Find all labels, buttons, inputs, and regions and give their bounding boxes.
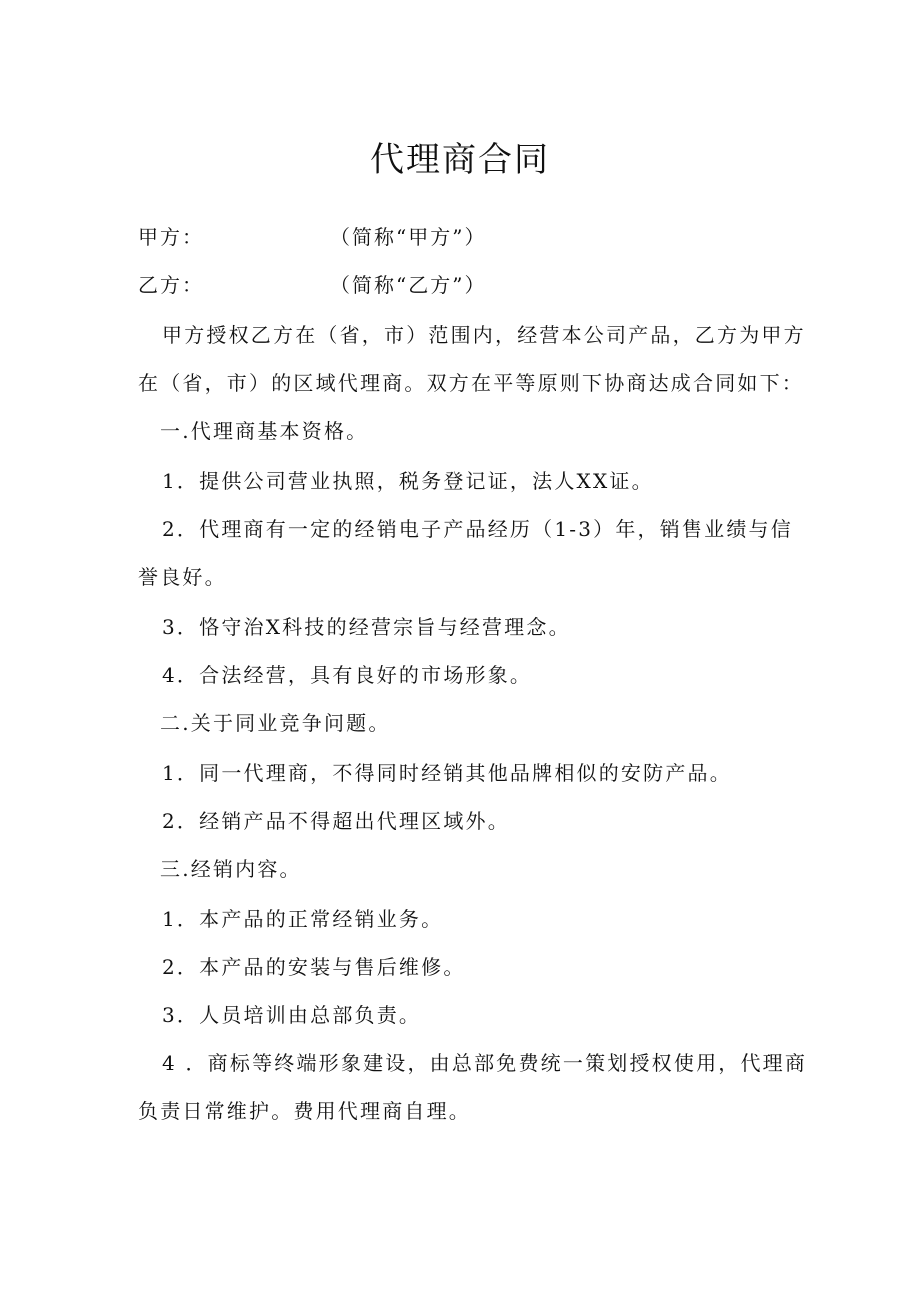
section-3-item-4-line-1: 4 ．商标等终端形象建设，由总部免费统一策划授权使用，代理商: [162, 1051, 808, 1075]
section-1-item-2-line-1: 2．代理商有一定的经销电子产品经历（1-3）年，销售业绩与信: [162, 517, 793, 541]
intro-line-2: 在（省，市）的区域代理商。双方在平等原则下协商达成合同如下：: [138, 371, 804, 395]
party-a-label: 甲方：: [138, 225, 204, 249]
section-2-heading: 二.关于同业竞争问题。: [160, 711, 391, 735]
section-3-item-1: 1．本产品的正常经销业务。: [162, 907, 444, 931]
party-b-label: 乙方：: [138, 273, 204, 297]
party-a-note: （简称“甲方”）: [330, 225, 487, 249]
section-2-item-1: 1．同一代理商，不得同时经销其他品牌相似的安防产品。: [162, 761, 732, 785]
section-3-item-3: 3．人员培训由总部负责。: [162, 1003, 422, 1027]
section-2-item-2: 2．经销产品不得超出代理区域外。: [162, 809, 510, 833]
section-3-item-4-line-2: 负责日常维护。费用代理商自理。: [138, 1099, 471, 1123]
section-1-heading: 一.代理商基本资格。: [160, 419, 369, 443]
party-b-note: （简称“乙方”）: [330, 273, 487, 297]
section-1-item-3: 3．恪守治X科技的经营宗旨与经营理念。: [162, 615, 571, 639]
section-3-heading: 三.经销内容。: [160, 857, 302, 881]
section-1-item-4: 4．合法经营，具有良好的市场形象。: [162, 663, 533, 687]
section-1-item-2-line-2: 誉良好。: [138, 565, 227, 589]
section-1-item-1: 1．提供公司营业执照，税务登记证，法人XX证。: [162, 469, 654, 493]
section-3-item-2: 2．本产品的安装与售后维修。: [162, 955, 466, 979]
intro-line-1: 甲方授权乙方在（省，市）范围内，经营本公司产品，乙方为甲方: [162, 323, 806, 347]
document-title: 代理商合同: [370, 140, 550, 180]
